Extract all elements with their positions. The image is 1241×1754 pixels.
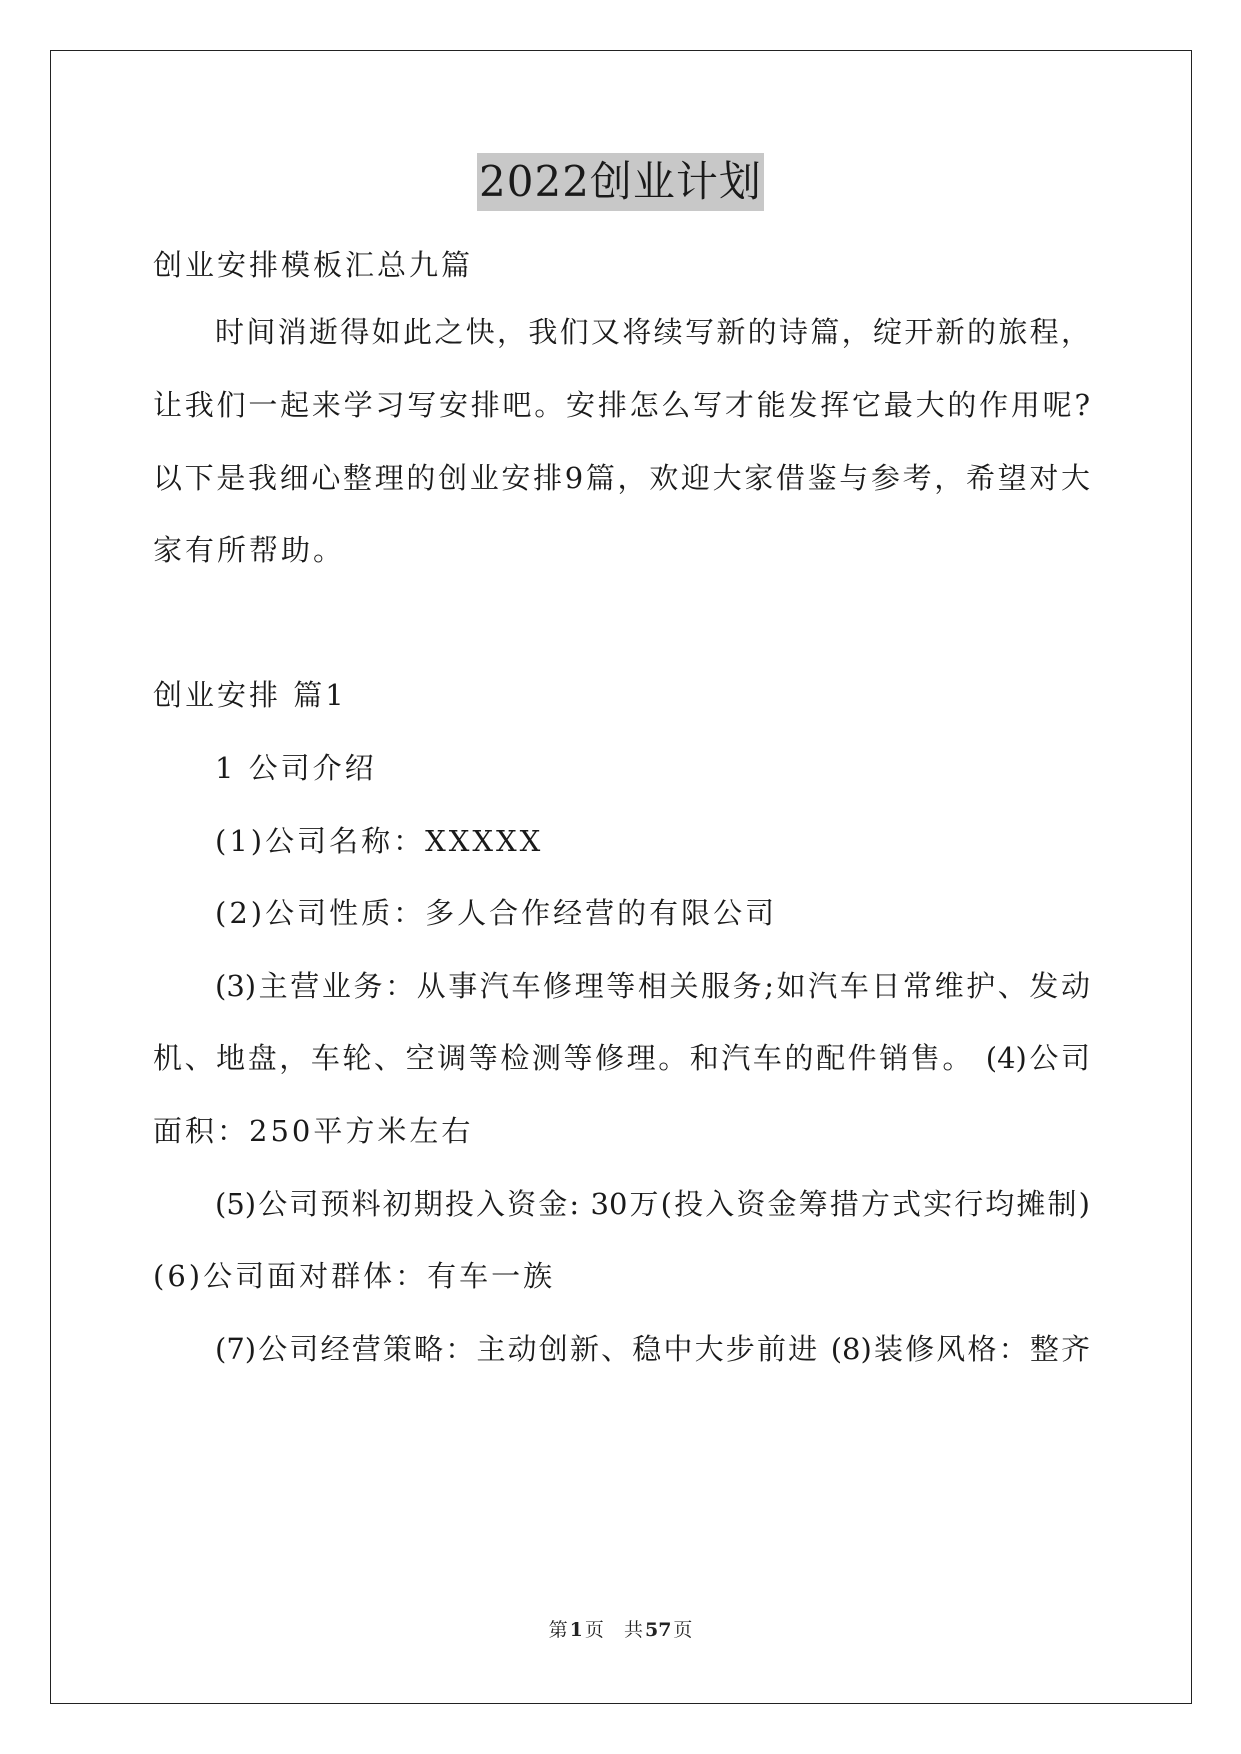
- list-item: (1)公司名称：XXXXX: [215, 824, 544, 858]
- paragraph-line: 以下是我细心整理的创业安排9篇，欢迎大家借鉴与参考，希望对大: [153, 461, 1090, 495]
- list-item: 面积：250平方米左右: [153, 1114, 474, 1148]
- list-item: 机、地盘，车轮、空调等检测等修理。和汽车的配件销售。 (4)公司: [153, 1041, 1090, 1075]
- paragraph-line: 时间消逝得如此之快，我们又将续写新的诗篇，绽开新的旅程，: [215, 315, 1090, 349]
- title-container: [0, 153, 1241, 211]
- section-heading: 创业安排 篇1: [153, 678, 347, 712]
- list-item: (2)公司性质：多人合作经营的有限公司: [215, 896, 778, 930]
- list-item: (6)公司面对群体：有车一族: [153, 1259, 556, 1293]
- list-item: (7)公司经营策略：主动创新、稳中大步前进 (8)装修风格：整齐: [215, 1332, 1090, 1366]
- footer-prefix: 第: [548, 1619, 568, 1641]
- section-subheading: 1 公司介绍: [215, 751, 377, 785]
- page-footer: [0, 1617, 1241, 1643]
- subtitle-line: 创业安排模板汇总九篇: [153, 248, 474, 282]
- footer-page-suffix: 页: [584, 1619, 604, 1641]
- paragraph-line: 家有所帮助。: [153, 533, 346, 567]
- footer-page-number: 1: [569, 1619, 583, 1641]
- page-border: [50, 50, 1192, 1704]
- list-item: (3)主营业务：从事汽车修理等相关服务;如汽车日常维护、发动: [215, 969, 1090, 1003]
- document-title: 2022创业计划: [477, 153, 764, 211]
- paragraph-line: 让我们一起来学习写安排吧。安排怎么写才能发挥它最大的作用呢?: [153, 388, 1090, 422]
- footer-total-prefix: 共: [623, 1619, 643, 1641]
- footer-total-suffix: 页: [673, 1619, 693, 1641]
- list-item: (5)公司预料初期投入资金: 30万(投入资金筹措方式实行均摊制): [215, 1187, 1090, 1221]
- footer-total-pages: 57: [644, 1619, 672, 1641]
